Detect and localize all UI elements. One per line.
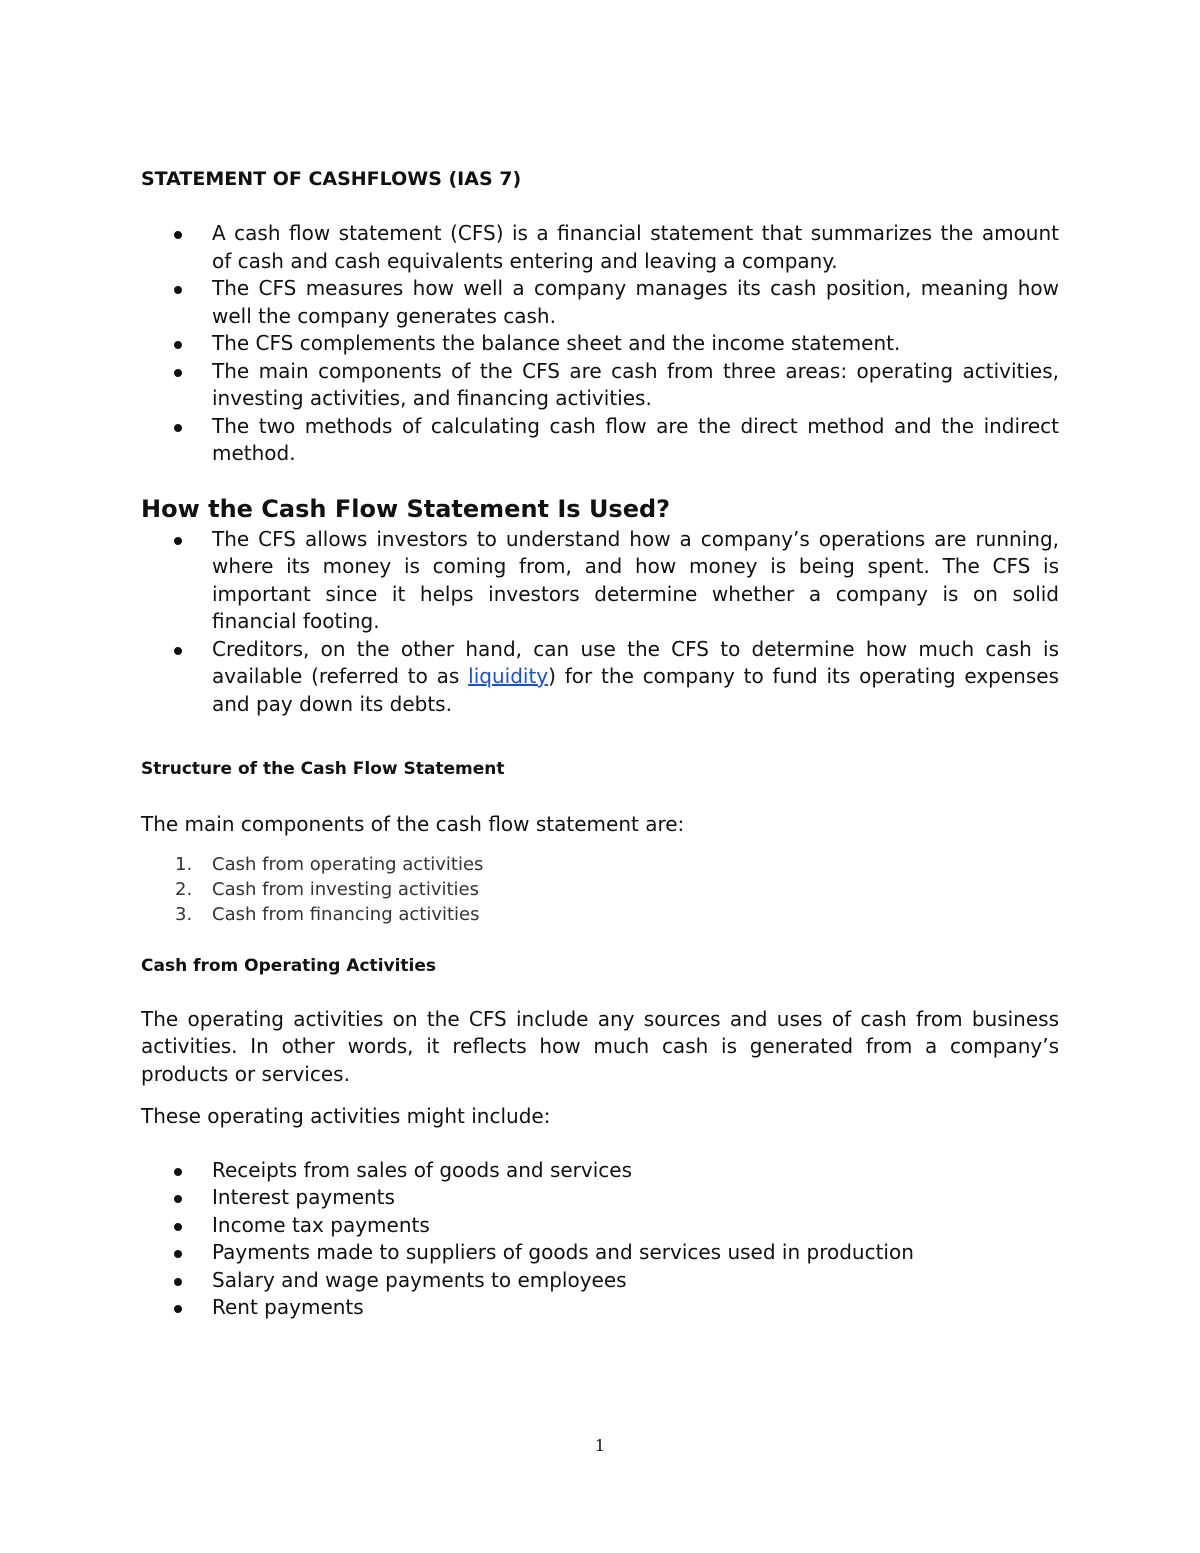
bullet-icon (174, 1168, 182, 1176)
operating-activities-list (141, 1157, 1059, 1322)
bullet-icon (174, 424, 182, 432)
list-item: Rent payments (141, 1294, 1059, 1322)
intro-bullet-list (141, 220, 1059, 468)
components-numbered-list (141, 852, 1059, 927)
bullet-icon (174, 1278, 182, 1286)
list-item: A cash flow statement (CFS) is a financial statement that summarizes the amount of cash and cash equivalents entering and leaving a company. (141, 220, 1059, 275)
bullet-icon (174, 647, 182, 655)
list-item: The two methods of calculating cash flow are the direct method and the indirect method. (141, 413, 1059, 468)
document-title: STATEMENT OF CASHFLOWS (IAS 7) (141, 168, 522, 190)
list-item: Income tax payments (141, 1212, 1059, 1240)
list-item: The CFS allows investors to understand how a company’s operations are running, where its money is coming from, and how money is being spent. The CFS is important since it helps investors determine whether a company is on solid financial footing. (141, 526, 1059, 636)
bullet-icon (174, 1195, 182, 1203)
list-item: The main components of the CFS are cash from three areas: operating activities, investing activities, and financing activities. (141, 358, 1059, 413)
bullet-icon (174, 1250, 182, 1258)
bullet-icon (174, 1223, 182, 1231)
bullet-icon (174, 341, 182, 349)
operating-list-intro: These operating activities might include: (141, 1104, 551, 1128)
section-heading-operating: Cash from Operating Activities (141, 955, 437, 976)
section-heading-structure: Structure of the Cash Flow Statement (141, 759, 505, 779)
bullet-icon (174, 1305, 182, 1313)
list-item: Salary and wage payments to employees (141, 1267, 1059, 1295)
bullet-icon (174, 286, 182, 294)
list-item: 1. Cash from operating activities (175, 853, 484, 875)
page-number: 1 (594, 1436, 606, 1455)
list-item: The CFS measures how well a company manages its cash position, meaning how well the company generates cash. (141, 275, 1059, 330)
list-item: Receipts from sales of goods and services (141, 1157, 1059, 1185)
list-item: 2. Cash from investing activities (175, 878, 479, 900)
page-content (141, 168, 1059, 1322)
bullet-icon (174, 537, 182, 545)
section-heading-usage: How the Cash Flow Statement Is Used? (141, 494, 671, 523)
usage-bullet-list (141, 526, 1059, 719)
list-item: 3. Cash from financing activities (175, 903, 480, 925)
operating-paragraph: The operating activities on the CFS include any sources and uses of cash from business activities. In other words, it reflects how much cash is generated from a company’s products or services. (141, 1006, 1059, 1086)
components-intro: The main components of the cash flow statement are: (141, 812, 685, 836)
bullet-icon (174, 231, 182, 239)
list-item: The CFS complements the balance sheet and the income statement. (141, 330, 1059, 358)
liquidity-link[interactable]: liquidity (468, 664, 549, 688)
bullet-icon (174, 369, 182, 377)
list-item: Creditors, on the other hand, can use the CFS to determine how much cash is available (referred to as liquidity) for the company to fund its operating expenses and pay down its debts. (141, 636, 1059, 719)
list-item: Payments made to suppliers of goods and services used in production (141, 1239, 1059, 1267)
list-item: Interest payments (141, 1184, 1059, 1212)
